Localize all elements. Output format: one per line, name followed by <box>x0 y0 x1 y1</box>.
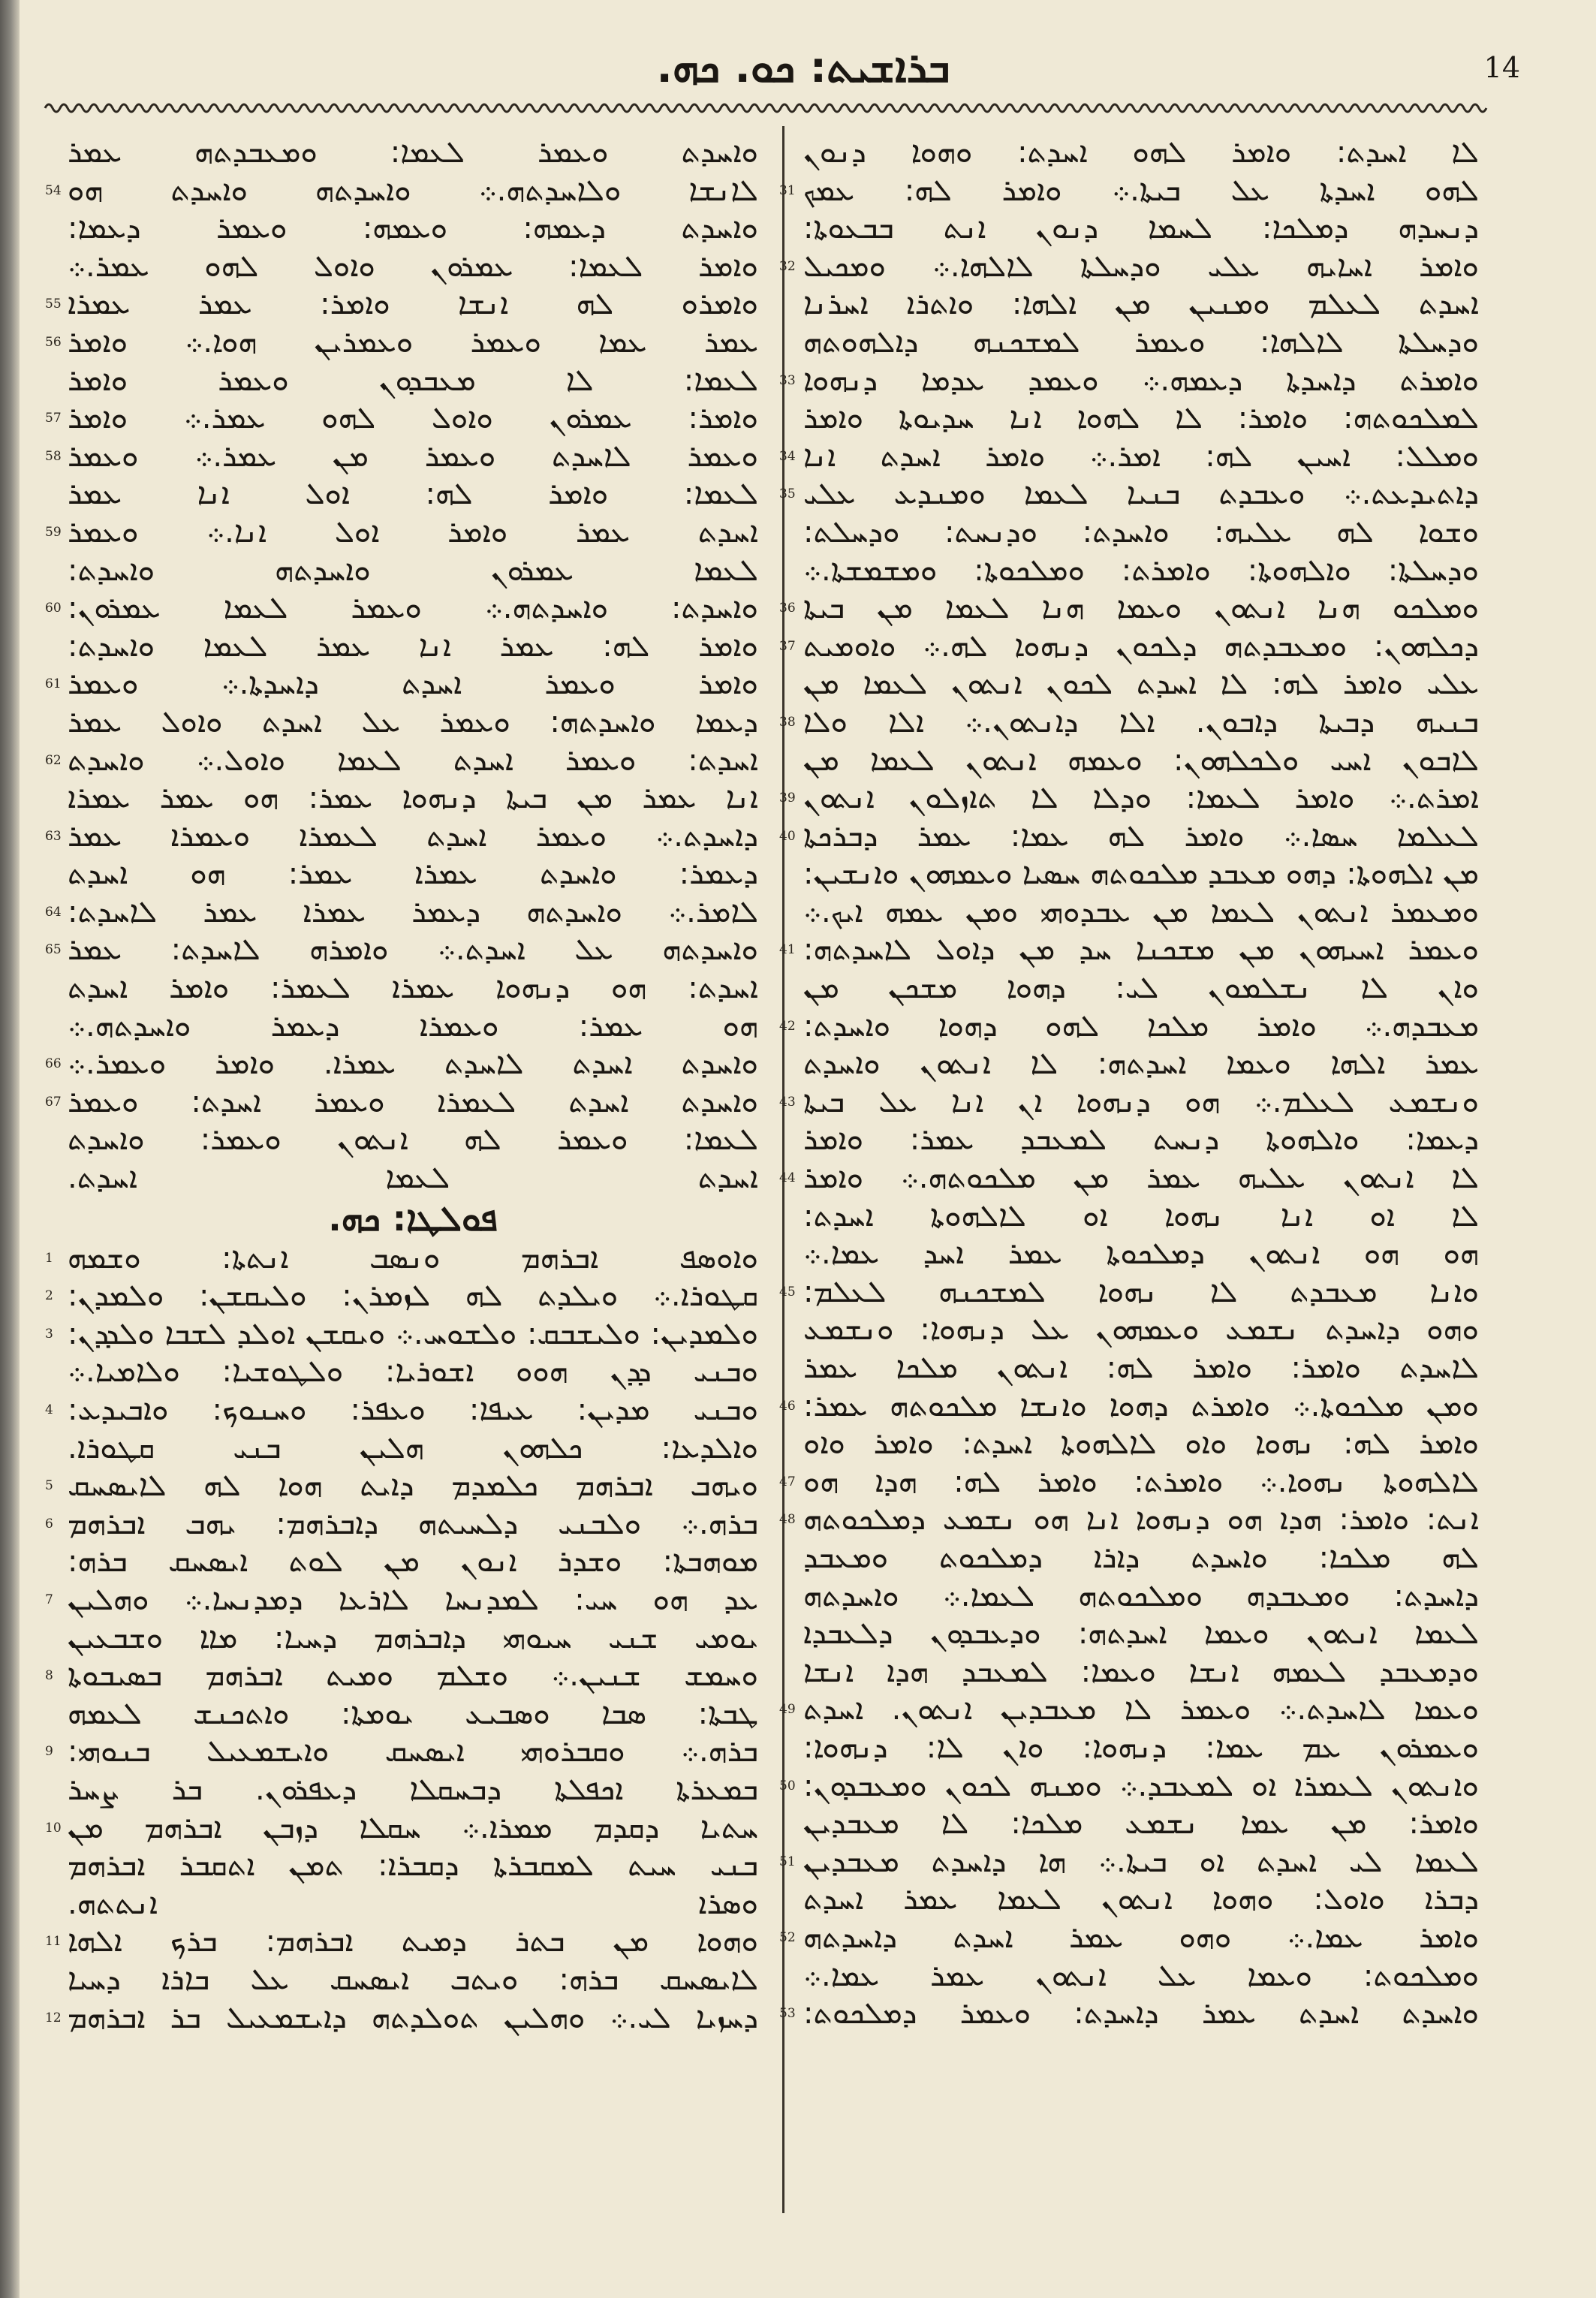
line-text: ܘܐܚܕܬ ܐܚܕܬ ܠܐܚܕܬ ܥܡܪܐ. ܘܐܡܪ ܘܥܡܪ.܀ <box>68 1047 758 1082</box>
verse-number: 31 <box>779 182 796 198</box>
text-line <box>779 931 1479 969</box>
verse-number: 11 <box>45 1934 62 1950</box>
text-line <box>45 1809 758 1848</box>
verse-number: 43 <box>779 1094 796 1110</box>
verse-number: 3 <box>45 1326 53 1342</box>
line-text: ܘܐܡܪ ܐܚܐܝܗ ܥܠܝ ܘܕܚܠܬܐ ܠܐܠܗܐ.܀ ܘܡܟܝܠ <box>803 248 1479 284</box>
text-line <box>779 438 1479 476</box>
text-line <box>779 1919 1479 1957</box>
verse-number: 66 <box>45 1056 62 1072</box>
verse-number: 6 <box>45 1516 53 1531</box>
verse-number: 49 <box>779 1702 796 1718</box>
line-text: ܘܐܚܕܬ ܐܚܕܬ ܥܡܪ ܕܐܚܕܬ: ܘܥܡܪ ܕܡܠܟܘܬ: <box>803 1996 1479 2031</box>
text-line <box>45 1239 758 1278</box>
text-line <box>779 589 1479 628</box>
text-line <box>68 628 758 666</box>
text-line <box>68 1619 758 1658</box>
line-text: ܗܘ ܥܡܪ: ܘܥܡܪܐ ܕܥܡܪ ܘܐܚܕܬܗ.܀ <box>68 1008 758 1044</box>
line-text: ܘܥܡܐ ܠܐܚܕܬ.܀ ܘܥܡܪ ܠܐ ܡܥܒܕܝܢ ܐܢܬܘܢ. ܐܚܕܬ <box>803 1692 1479 1727</box>
line-text: ܐܚܕܬ ܠܥܡܐ ܐܚܕܬ. <box>68 1161 758 1196</box>
text-line <box>803 1349 1479 1387</box>
line-text: ܒܢܝ ܚܝܬ ܠܡܩܒܪܬܐ ܕܩܒܪܐ: ܬܡܢ ܐܬܩܒܪ ܐܒܪܗܡ <box>68 1848 758 1884</box>
line-text: ܐܚܕܬ ܥܡܪ ܘܐܡܪ ܐܘܠ ܐܢܐ.܀ ܘܥܡܪ <box>68 514 758 550</box>
text-line <box>45 1045 758 1083</box>
line-text: ܐܢܐ ܥܡܪ ܡܢ ܒܝܬܐ ܕܢܗܘܐ ܥܡܪ: ܗܘ ܥܡܪ ܥܡܪܐ <box>68 781 758 816</box>
text-line <box>803 1539 1479 1577</box>
line-text: ܚܬܝܐ ܕܩܕܡ ܡܡܪܐ.܀ ܚܩܠܐ ܕܙܒܢ ܐܒܪܗܡ ܡܢ <box>68 1810 758 1845</box>
verse-number: 46 <box>779 1398 796 1414</box>
text-line <box>779 475 1479 514</box>
verse-number: 63 <box>45 828 62 844</box>
text-line <box>45 438 758 476</box>
line-text: ܘܫܘܐ ܠܗ ܥܠܝܗ: ܘܐܚܕܬ: ܘܕܢܚܬ: ܘܕܚܠܬ: <box>803 514 1479 550</box>
line-text: ܘܕܡܥܒܕ ܠܥܡܗ ܐܢܫܐ ܘܥܡܐ: ܠܡܥܒܕ ܗܕܐ ܐܢܫܐ <box>803 1654 1479 1689</box>
verse-number: 51 <box>779 1854 796 1869</box>
verse-number: 58 <box>45 448 62 464</box>
line-text: ܘܐܡܪ ܠܗ: ܢܗܘܐ ܘܐܘ ܠܐܠܗܘܬܐ ܐܚܕܬ: ܘܐܡܪ ܘܐܘ <box>803 1426 1479 1462</box>
line-text: ܘܐܚܕܬ ܐܚܕܬ ܠܥܡܪܐ ܘܥܡܪ ܐܚܕܬ: ܘܥܡܪ <box>68 1084 758 1119</box>
line-text: ܥܠܝ ܘܐܡܪ ܠܗ: ܠܐ ܐܚܕܬ ܠܟܘܢ ܐܢܬܘܢ ܠܥܡܐ ܡܢ <box>803 667 1479 702</box>
text-line <box>45 589 758 628</box>
line-text: ܘܐܚܕܬ: ܘܐܚܕܬܗ.܀ ܘܥܡܪ ܠܥܡܐ ܥܡܪܘܢ: <box>68 591 758 626</box>
text-line <box>68 969 758 1007</box>
left-column <box>45 134 758 2221</box>
text-line <box>68 1771 758 1809</box>
text-line <box>803 969 1479 1007</box>
verse-number: 10 <box>45 1820 62 1836</box>
line-text: ܕܥܡܐ: ܘܐܠܗܘܬܐ ܕܢܚܬ ܠܡܥܒܕ ܥܡܪ: ܘܐܡܪ <box>803 1122 1479 1158</box>
page-number: 14 <box>1483 51 1520 84</box>
running-title: ܒܪܐܫܝܬ: ܟܘ. ܟܗ. <box>656 44 950 92</box>
verse-number: 5 <box>45 1478 53 1494</box>
verse-number: 56 <box>45 334 62 350</box>
verse-number: 59 <box>45 524 62 540</box>
text-line <box>45 1923 758 1961</box>
text-line <box>68 1007 758 1046</box>
line-text: ܕܐܬܝܕܥܬ.܀ ܘܥܒܕܬ ܒܢܝܐ ܠܥܡܐ ܘܡܢܕܥ ܥܠܝ <box>803 477 1479 512</box>
line-text: ܠܥܡܐ ܠܝ ܐܚܕܬ ܐܘ ܒܝܬܐ.܀ ܗܐ ܕܐܚܕܬ ܡܥܒܕܝܢ <box>803 1844 1479 1879</box>
line-text: ܗܘ ܗܘ ܐܢܬܘܢ ܕܡܠܟܘܬܐ ܥܡܪ ܐܚܕ ܥܡܐ.܀ <box>803 1236 1479 1272</box>
line-text: ܠܐܒܘܢ ܐܚܝ ܘܠܟܠܗܘܢ: ܘܥܡܗ ܐܢܬܘܢ ܠܥܡܐ ܡܢ <box>803 742 1480 778</box>
text-line <box>779 1273 1479 1312</box>
verse-number: 12 <box>45 2010 62 2025</box>
line-text: ܘܥܡܪܘܢ ܥܡ ܥܡܐ: ܕܢܗܘܐ: ܘܐܢ ܠܐ: ܕܢܗܘܐ: <box>803 1730 1479 1765</box>
text-line <box>779 1463 1479 1501</box>
verse-number: 52 <box>779 1929 796 1945</box>
verse-number: 61 <box>45 676 62 692</box>
text-line <box>45 1657 758 1695</box>
text-line <box>45 514 758 552</box>
line-text: ܘܐܢ ܠܐ ܢܫܠܡܘܢ ܠܝ: ܕܗܘܐ ܡܫܟܢ ܡܢ <box>803 971 1479 1006</box>
text-line <box>779 703 1479 742</box>
line-text: ܝܘܡܝ ܫܢܝ ܚܝܘܗܝ ܕܐܒܪܗܡ ܕܚܝܐ: ܡܐܐ ܘܫܒܥܝܢ <box>68 1620 758 1655</box>
text-line <box>68 1847 758 1885</box>
verse-number: 36 <box>779 601 796 616</box>
text-line <box>803 209 1479 248</box>
verse-number: 39 <box>779 791 796 806</box>
verse-number: 48 <box>779 1512 796 1528</box>
line-text: ܘܗܘ ܕܐܚܕܬ ܢܫܡܥ ܘܥܡܗܘܢ ܥܠ ܕܢܗܘܐ: ܘܢܫܡܥ <box>803 1312 1479 1348</box>
text-line <box>779 1159 1479 1197</box>
text-line <box>779 362 1479 400</box>
page-binding-edge <box>0 0 20 2298</box>
line-text: ܠܗܘ ܐܚܕܬܐ ܥܠ ܒܝܬܐ.܀ ܘܐܡܪ ܠܗ: ܥܡܟ <box>803 173 1479 208</box>
line-text: ܠܐ ܐܢܬܘܢ ܥܠܝܗ ܥܡܪ ܡܢ ܡܠܟܘܬܗ.܀ ܘܐܡܪ <box>803 1161 1479 1196</box>
text-line <box>803 134 1479 172</box>
verse-number: 67 <box>45 1094 62 1110</box>
line-text: ܘܣܪܐ ܐܢܬܬܗ. <box>68 1886 758 1921</box>
text-line <box>803 324 1479 362</box>
line-text: ܠܐ ܐܚܕܬ: ܘܐܡܪ ܠܗܘ ܐܚܕܬ: ܘܗܘܐ ܕܢܘܢ <box>803 135 1479 170</box>
text-line <box>68 703 758 742</box>
line-text: ܕܥܡܪ: ܘܐܚܕܬ ܥܡܪܐ ܥܡܪ: ܗܘ ܐܚܕܬ <box>68 857 758 892</box>
text-line <box>779 1995 1479 2033</box>
line-text: ܘܒܢܝ ܡܕܝܢ: ܥܝܦܐ: ܘܥܦܪ: ܘܚܢܘܟ: ܘܐܒܝܕܥ: <box>68 1393 758 1427</box>
line-text: ܕܒܪܐ ܘܐܘܠ: ܘܗܘܐ ܐܢܬܘܢ ܠܥܡܐ ܥܡܪ ܐܚܕܬ <box>803 1882 1479 1917</box>
text-line <box>779 628 1479 666</box>
right-column <box>779 134 1480 2221</box>
line-text: ܒܪܗ.܀ ܘܩܒܪܘܗܝ ܐܝܣܚܩ ܘܐܝܫܡܥܝܠ ܒܢܘܗܝ: <box>68 1734 758 1769</box>
line-text: ܘܐܚܕܬ ܘܥܡܪ ܠܥܡܐ: ܘܡܥܒܕܬܗ ܥܡܪ <box>68 135 758 170</box>
text-line <box>68 1961 758 1999</box>
verse-number: 60 <box>45 601 62 616</box>
text-line <box>803 1235 1479 1273</box>
line-text: ܘܐܡܪ ܠܗ: ܥܡܪ ܐܢܐ ܥܡܪ ܠܥܡܐ ܘܐܚܕܬ: <box>68 628 758 664</box>
text-line <box>68 1159 758 1197</box>
line-text: ܘܢܫܡܥ ܠܥܠܡ.܀ ܗܘ ܕܢܗܘܐ ܐܢ ܐܢܐ ܥܠ ܒܝܬܐ <box>803 1084 1479 1119</box>
verse-number: 2 <box>45 1288 53 1304</box>
text-line <box>779 1501 1479 1539</box>
line-text: ܡܢ ܐܠܗܘܬܐ: ܕܗܘ ܡܥܒܕ ܡܠܟܘܬܗ ܚܣܝܐ ܘܥܡܗܘܢ ܘܐܢܫܝܢ: <box>803 857 1479 892</box>
text-line <box>45 285 758 324</box>
text-line <box>779 779 1479 818</box>
verse-number: 8 <box>45 1668 53 1684</box>
text-line <box>45 1733 758 1771</box>
text-line <box>803 1045 1479 1083</box>
line-text: ܐܚܕܬ: ܗܘ ܕܢܗܘܐ ܥܡܪܐ ܠܥܡܪ: ܘܐܡܪ ܐܚܕܬ <box>68 971 758 1006</box>
verse-number: 4 <box>45 1402 53 1417</box>
line-text: ܘܕܚܠܬܐ ܠܐܠܗܐ: ܘܥܡܪ ܠܡܫܟܢܗ ܕܐܠܗܘܬܗ <box>803 324 1479 360</box>
line-text: ܘܡܠܟܘ ܗܢܐ ܐܢܬܘܢ ܘܥܡܐ ܗܢܐ ܠܥܡܐ ܡܢ ܒܝܬܐ <box>803 591 1479 626</box>
text-line <box>68 1353 758 1391</box>
verse-number: 54 <box>45 182 62 198</box>
line-text: ܘܡܢ ܡܠܟܘܬܐ.܀ ܘܐܡܪܬ ܕܗܘܐ ܘܐܢܫܐ ܡܠܟܘܬܗ ܥܡܪ: <box>803 1388 1479 1423</box>
text-line <box>803 1805 1479 1843</box>
text-line <box>45 742 758 780</box>
line-text: ܘܐܚܕܬ ܕܥܡܗ: ܘܥܡܗ: ܘܥܡܪ ܕܥܡܐ: <box>68 211 758 246</box>
text-line <box>803 665 1479 703</box>
text-line <box>779 1083 1479 1122</box>
line-text: ܘܝܗܒ ܐܒܪܗܡ ܟܠܡܕܡ ܕܐܝܬ ܗܘܐ ܠܗ ܠܐܝܣܚܩ <box>68 1468 758 1504</box>
text-line <box>779 172 1479 210</box>
text-line <box>45 1467 758 1505</box>
line-text: ܘܐܡܪ: ܡܢ ܥܡܐ ܢܫܡܥ ܡܠܟܐ: ܠܐ ܡܥܒܕܝܢ <box>803 1806 1479 1842</box>
line-text: ܡܥܒܕܗ.܀ ܘܐܡܪ ܡܠܟܐ ܠܗܘ ܕܗܘܐ ܘܐܚܕܬ: <box>803 1008 1479 1044</box>
chapter-heading: ܦܘܠܛܐ: ܟܗ. <box>328 1197 498 1239</box>
text-line <box>45 399 758 438</box>
verse-number: 55 <box>45 297 62 312</box>
text-line <box>68 362 758 400</box>
verse-number: 1 <box>45 1250 53 1266</box>
text-line <box>45 931 758 969</box>
line-text: ܘܒܢܝ ܕܕܢ ܗܘܘ ܐܫܘܪܝܐ: ܘܠܛܘܫܝܐ: ܘܠܐܡܝܐ.܀ <box>68 1354 758 1390</box>
text-line <box>45 1999 758 2037</box>
line-text: ܘܐܡܪ: ܥܡܪܘܢ ܘܐܘܠ ܠܗܘ ܥܡܪ.܀ ܘܐܡܪ <box>68 401 758 436</box>
line-text: ܠܥܠܡܐ ܚܣܐ.܀ ܘܐܡܪ ܠܗ ܥܡܐ: ܥܡܪ ܕܒܪܟܬܐ <box>803 818 1479 854</box>
line-text: ܐܚܕܬ: ܘܥܡܪ ܐܚܕܬ ܠܥܡܐ ܘܐܘܠ.܀ ܘܐܚܕܬ <box>68 742 758 778</box>
line-text: ܘܐܡܪܘ ܠܗ ܐܢܫܐ ܘܐܡܪ: ܥܡܪ ܥܡܪܐ <box>68 287 758 322</box>
verse-number: 64 <box>45 904 62 920</box>
text-line <box>803 1957 1479 1995</box>
text-line <box>779 818 1479 856</box>
line-text: ܐܢܬ: ܘܐܡܪ: ܗܕܐ ܗܘ ܕܢܗܘܐ ܐܢܐ ܗܘ ܢܫܡܥ ܕܡܠܟܘܬܗ <box>803 1502 1479 1538</box>
line-text: ܒܢܝܗ ܕܒܝܬܐ ܕܐܒܘܢ. ܐܠܐ ܕܐܢܬܘܢ.܀ ܐܠܐ ܘܠܐ <box>803 704 1479 739</box>
text-line <box>68 1695 758 1733</box>
line-text: ܥܡܪ ܐܠܗܐ ܘܥܡܐ ܐܚܕܬܗ: ܠܐ ܐܢܬܘܢ ܘܐܚܕܬ <box>803 1047 1479 1082</box>
line-text: ܠܐ ܐܘ ܐܢܐ ܢܗܘܐ ܐܘ ܠܐܠܗܘܬܐ ܐܚܕܬ: <box>803 1198 1479 1233</box>
text-line <box>45 172 758 210</box>
line-text: ܠܐܠܗܘܬܐ ܢܗܘܐ.܀ ܘܐܡܪܬ: ܘܐܡܪ ܠܗ: ܗܕܐ ܗܘ <box>803 1464 1479 1499</box>
verse-number: 40 <box>779 828 796 844</box>
text-line <box>803 1311 1479 1349</box>
text-line <box>68 1121 758 1159</box>
text-line <box>45 1505 758 1544</box>
line-text: ܠܥܡܐ ܐܢܬܘܢ ܘܥܡܐ ܐܚܕܬܗ: ܘܕܥܒܕܘܢ ܕܠܥܒܕܐ <box>803 1616 1479 1652</box>
text-line <box>803 285 1479 324</box>
text-line <box>45 1391 758 1429</box>
line-text: ܘܐܡܪ ܠܥܡܐ: ܥܡܪܘܢ ܘܐܘܠ ܠܗܘ ܥܡܪ.܀ <box>68 248 758 284</box>
line-text: ܥܡܪ ܥܡܐ ܘܥܡܪ ܘܥܡܪܝܢ ܗܘܐ.܀ ܘܐܡܪ <box>68 324 758 360</box>
verse-number: 65 <box>45 942 62 958</box>
text-line <box>803 1121 1479 1159</box>
line-text: ܠܥܡܐ ܥܡܪܘܢ ܘܐܚܕܬܗ ܘܐܚܕܬ: <box>68 553 758 588</box>
line-text: ܘܡܠܟܘܬ: ܘܥܡܐ ܥܠ ܐܢܬܘܢ ܥܡܪ ܥܡܐ.܀ <box>803 1958 1479 1993</box>
line-text: ܕܢܚܕܗ ܕܡܠܟܐ: ܠܚܡܐ ܕܢܘܢ ܐܢܬ ܒܒܥܘܬܐ: <box>803 211 1479 246</box>
text-line <box>45 1083 758 1122</box>
line-text: ܕܐܚܕܬ: ܘܡܥܒܕܗ ܘܡܠܟܘܬܗ ܠܥܡܐ.܀ ܘܐܚܕܬܗ <box>803 1578 1479 1613</box>
line-text: ܘܚܡܫ ܫܢܝܢ.܀ ܘܫܠܡ ܘܡܝܬ ܐܒܪܗܡ ܒܣܝܒܘܬܐ <box>68 1658 758 1694</box>
text-line <box>779 1387 1479 1426</box>
line-text: ܠܡܠܟܘܬܗ: ܘܐܡܪ: ܠܐ ܠܗܘܐ ܐܢܐ ܚܕܝܘܬܐ ܘܐܡܪ <box>803 401 1479 436</box>
verse-number: 32 <box>779 258 796 274</box>
text-line <box>803 855 1479 893</box>
text-line <box>45 893 758 932</box>
line-text: ܘܐܘܣܦ ܐܒܪܗܡ ܘܢܣܒ ܐܢܬܬܐ: ܘܫܡܗ <box>68 1240 758 1275</box>
line-text: ܐܡܪܬ.܀ ܘܐܡܪ ܠܥܡܐ: ܘܕܠܐ ܠܐ ܬܐܙܠܘܢ ܐܢܬܘܢ <box>803 781 1479 816</box>
line-text: ܠܐܢܫܐ ܘܠܐܚܕܬܗ.܀ ܘܐܚܕܬܗ ܘܐܚܕܬ ܗܘ <box>68 173 758 208</box>
text-line <box>803 1729 1479 1767</box>
text-line <box>68 209 758 248</box>
verse-number: 57 <box>45 411 62 426</box>
verse-number: 62 <box>45 752 62 768</box>
verse-number: 47 <box>779 1474 796 1489</box>
text-line <box>45 1277 758 1315</box>
verse-number: 45 <box>779 1284 796 1300</box>
line-text: ܐܚܕܬ ܠܥܠܡ ܘܡܢܝܢ ܡܢ ܐܠܗܐ: ܘܐܬܪܐ ܐܚܪܢܐ <box>803 287 1479 322</box>
text-line <box>779 1007 1479 1046</box>
text-line <box>803 552 1479 590</box>
text-line <box>803 514 1479 552</box>
line-text: ܕܚܙܝܐ ܠܝ.܀ ܘܗܠܝܢ ܬܘܠܕܬܗ ܕܐܝܫܡܥܝܠ ܒܪ ܐܒܪܗܡ <box>68 2000 758 2035</box>
verse-number: 9 <box>45 1744 53 1760</box>
text-line <box>803 1425 1479 1463</box>
verse-number: 7 <box>45 1592 53 1607</box>
verse-number: 42 <box>779 1018 796 1034</box>
text-line <box>803 1577 1479 1616</box>
verse-number: 53 <box>779 2006 796 2022</box>
verse-number: 41 <box>779 942 796 958</box>
text-line <box>68 248 758 286</box>
line-text: ܠܐܚܕܬ ܘܐܡܪ: ܘܐܡܪ ܠܗ: ܐܢܬܘܢ ܡܠܟܐ ܥܡܪ <box>803 1351 1479 1385</box>
line-text: ܘܐܚܕܬܗ ܥܠ ܐܚܕܬ.܀ ܘܐܡܪܗ ܠܐܚܕܬ: ܥܡܪ <box>68 932 758 968</box>
text-line <box>68 1429 758 1468</box>
verse-number: 37 <box>779 638 796 654</box>
text-line <box>803 742 1479 780</box>
text-line <box>45 324 758 362</box>
text-line <box>779 248 1479 286</box>
verse-number: 44 <box>779 1170 796 1186</box>
line-text: ܠܗ ܡܠܟܐ: ܘܐܚܕܬ ܕܐܪܐ ܕܡܠܟܘܬ ܘܡܥܒܕ <box>803 1540 1479 1575</box>
line-text: ܡܘܗܒܬܐ: ܘܫܕܪ ܐܢܘܢ ܡܢ ܠܘܬ ܐܝܣܚܩ ܒܪܗ: <box>68 1544 758 1580</box>
text-line <box>68 552 758 590</box>
verse-number: 38 <box>779 714 796 730</box>
text-line <box>803 1653 1479 1691</box>
line-text: ܠܥܡܐ: ܘܐܡܪ ܠܗ: ܐܘܠ ܐܢܐ ܥܡܪ <box>68 477 758 512</box>
text-line <box>803 1881 1479 1919</box>
line-text: ܘܐܡܪܬ ܕܐܚܕܬܐ ܕܥܡܗ.܀ ܘܥܡܕ ܥܕܡܐ ܕܢܗܘܐ <box>803 363 1479 398</box>
line-text: ܘܐܠܕܥܐ: ܟܠܗܘܢ ܗܠܝܢ ܒܢܝ ܩܛܘܪܐ. <box>68 1430 758 1465</box>
line-text: ܘܥܡܪ ܠܐܚܕܬ ܘܥܡܪ ܡܢ ܥܡܪ.܀ ܘܥܡܪ <box>68 438 758 474</box>
line-text: ܩܛܘܪܐ.܀ ܘܝܠܕܬ ܠܗ ܠܙܡܪܢ: ܘܠܝܩܫܢ: ܘܠܡܕܢ: <box>68 1279 758 1314</box>
text-line <box>68 1885 758 1923</box>
text-line <box>803 1197 1479 1236</box>
text-line <box>803 399 1479 438</box>
text-line <box>68 1543 758 1581</box>
line-text: ܠܐܝܣܚܩ ܒܪܗ: ܘܝܬܒ ܐܝܣܚܩ ܥܠ ܒܐܪܐ ܕܚܝܐ <box>68 1962 758 1997</box>
line-text: ܘܠܡܕܝܢ: ܘܠܝܫܒܩ: ܘܠܫܘܚ.܀ ܘܝܩܫܢ ܐܘܠܕ ܠܫܒܐ ܘܠܕܕܢ: <box>68 1316 758 1351</box>
line-text: ܛܒܬܐ: ܣܒܐ ܘܣܒܝܥ ܝܘܡܬܐ: ܘܐܬܟܢܫ ܠܥܡܗ <box>68 1696 758 1731</box>
line-text: ܘܥܡܪ ܐܚܝܗܘܢ ܡܢ ܡܫܟܢܐ ܚܕ ܡܢ ܕܐܘܠ ܠܐܚܕܬܗ: <box>803 932 1479 968</box>
line-text: ܘܡܠܠ: ܐܚܝܢ ܠܗ: ܐܡܪ.܀ ܘܐܡܪ ܐܚܕܬ ܐܢܐ <box>803 438 1479 474</box>
verse-number: 50 <box>779 1778 796 1794</box>
line-text: ܘܗܘܐ ܡܢ ܒܬܪ ܕܡܝܬ ܐܒܪܗܡ: ܒܪܟ ܐܠܗܐ <box>68 1924 758 1959</box>
text-line <box>68 134 758 172</box>
line-text: ܘܕܚܠܬܐ: ܘܐܠܗܘܬܐ: ܘܐܡܪܬ: ܘܡܠܟܘܬܐ: ܘܡܫܡܫܬܐ.܀ <box>803 553 1479 588</box>
line-text: ܘܐܡܪ ܥܡܐ.܀ ܘܗܘ ܥܡܪ ܐܚܕܬ ܕܐܚܕܬܗ <box>803 1920 1479 1955</box>
line-text: ܒܡܥܪܬܐ ܐܟܦܠܬܐ ܕܒܚܩܠܐ ܕܥܦܪܘܢ. ܒܪ ܨܚܪ <box>68 1772 758 1807</box>
line-text: ܠܥܡܐ: ܠܐ ܡܥܒܕܘܢ ܘܥܡܪ ܘܐܡܪ <box>68 363 758 398</box>
text-line <box>779 1843 1479 1881</box>
text-line <box>45 1315 758 1354</box>
text-line <box>803 1615 1479 1653</box>
line-text: ܘܡܥܡܪ ܐܢܬܘܢ ܠܥܡܐ ܡܢ ܥܒܕܘܗܝ ܘܡܢ ܥܡܗ ܐܝܟ.܀ <box>803 894 1479 929</box>
line-text: ܘܐܡܪ ܘܥܡܪ ܐܚܕܬ ܕܐܚܕܬܐ.܀ ܘܥܡܪ <box>68 667 758 702</box>
line-text: ܠܥܡܐ: ܘܥܡܪ ܠܗ ܐܢܬܘܢ ܘܥܡܪ: ܘܐܚܕܬ <box>68 1122 758 1158</box>
text-line <box>779 1767 1479 1806</box>
text-line <box>803 893 1479 932</box>
line-text: ܥܕ ܗܘ ܚܝ: ܠܡܕܢܚܐ ܠܐܪܥܐ ܕܡܕܢܚܐ.܀ ܘܗܠܝܢ <box>68 1582 758 1617</box>
verse-number: 33 <box>779 372 796 388</box>
verse-number: 34 <box>779 448 796 464</box>
text-line <box>68 779 758 818</box>
line-text: ܘܐܢܬܘܢ ܠܥܡܪܐ ܐܘ ܠܡܥܒܕ.܀ ܘܡܢܗ ܠܟܘܢ ܘܡܥܒܕܘܢ: <box>803 1768 1479 1803</box>
line-text: ܕܐܚܕܬ.܀ ܘܥܡܪ ܐܚܕܬ ܠܥܡܪܐ ܘܥܡܪܐ ܥܡܪ <box>68 818 758 854</box>
text-line <box>68 855 758 893</box>
line-text: ܕܥܡܐ ܘܐܚܕܬܗ: ܘܥܡܪ ܥܠ ܐܚܕܬ ܘܐܘܠ ܥܡܪ <box>68 704 758 739</box>
line-text: ܕܟܠܗܘܢ: ܘܡܥܒܕܬܗ ܕܠܟܘܢ ܕܢܗܘܐ ܠܗ.܀ ܘܐܘܡܝܬ <box>803 628 1479 664</box>
text-line <box>45 818 758 856</box>
line-text: ܘܐܢܐ ܡܥܒܕܬ ܠܐ ܢܗܘܐ ܠܡܫܟܢܗ ܠܥܠܡ: <box>803 1274 1479 1309</box>
text-line <box>45 665 758 703</box>
text-line <box>45 1581 758 1619</box>
line-text: ܠܐܡܪ.܀ ܘܐܚܕܬܗ ܕܥܡܪ ܥܡܪܐ ܥܡܪ ܠܐܚܕܬ: <box>68 894 758 929</box>
verse-number: 35 <box>779 486 796 502</box>
text-line <box>779 1691 1479 1729</box>
wavy-rule <box>45 99 1479 117</box>
line-text: ܒܪܗ.܀ ܘܠܒܢܝ ܕܠܚܝܬܗ ܕܐܒܪܗܡ: ܝܗܒ ܐܒܪܗܡ <box>68 1506 758 1541</box>
text-line <box>68 475 758 514</box>
